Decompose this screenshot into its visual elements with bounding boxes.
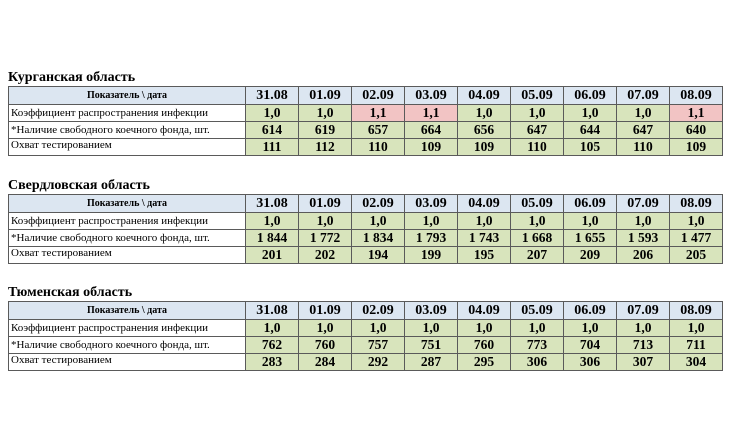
value-cell: 202 (299, 247, 352, 264)
date-header-cell: 03.09 (405, 302, 458, 320)
value-cell: 1 655 (564, 230, 617, 247)
value-cell: 1,0 (299, 105, 352, 122)
value-cell: 1,0 (299, 213, 352, 230)
value-cell-highlighted: 1,1 (352, 105, 405, 122)
table-row (9, 354, 723, 371)
value-cell: 1,0 (670, 320, 723, 337)
table-row (9, 230, 723, 247)
region-table (8, 301, 723, 371)
table-row (9, 213, 723, 230)
value-cell: 757 (352, 337, 405, 354)
value-cell: 711 (670, 337, 723, 354)
value-cell: 1,0 (299, 320, 352, 337)
date-header-cell: 08.09 (670, 195, 723, 213)
value-cell: 1,0 (564, 105, 617, 122)
region-section-2 (8, 285, 723, 371)
value-cell: 1,0 (458, 320, 511, 337)
region-title: Свердловская область (8, 178, 150, 193)
header-row (9, 195, 723, 213)
date-header-cell: 02.09 (352, 302, 405, 320)
value-cell: 194 (352, 247, 405, 264)
value-cell: 304 (670, 354, 723, 371)
date-header-cell: 31.08 (246, 195, 299, 213)
date-header-cell: 05.09 (511, 195, 564, 213)
value-cell: 1 593 (617, 230, 670, 247)
region-table (8, 194, 723, 264)
date-header-cell: 05.09 (511, 87, 564, 105)
date-header-cell: 06.09 (564, 195, 617, 213)
value-cell: 105 (564, 139, 617, 156)
date-header-cell: 04.09 (458, 195, 511, 213)
value-cell: 1,0 (617, 105, 670, 122)
value-cell: 195 (458, 247, 511, 264)
date-header-cell: 08.09 (670, 302, 723, 320)
value-cell: 283 (246, 354, 299, 371)
date-header-cell: 02.09 (352, 87, 405, 105)
value-cell: 1 743 (458, 230, 511, 247)
header-row (9, 87, 723, 105)
row-label-cell: Охват тестированием (9, 139, 246, 156)
region-table (8, 86, 723, 156)
value-cell: 1,0 (458, 213, 511, 230)
row-label-cell: Охват тестированием (9, 247, 246, 264)
value-cell: 1,0 (246, 105, 299, 122)
header-label-cell: Показатель \ дата (9, 87, 246, 105)
value-cell: 751 (405, 337, 458, 354)
value-cell: 109 (670, 139, 723, 156)
region-section-0 (8, 70, 723, 156)
date-header-cell: 31.08 (246, 87, 299, 105)
value-cell: 1,0 (564, 320, 617, 337)
value-cell: 760 (458, 337, 511, 354)
value-cell: 111 (246, 139, 299, 156)
value-cell: 640 (670, 122, 723, 139)
row-label-cell: *Наличие свободного коечного фонда, шт. (9, 122, 246, 139)
date-header-cell: 03.09 (405, 195, 458, 213)
date-header-cell: 06.09 (564, 302, 617, 320)
value-cell: 1,0 (564, 213, 617, 230)
region-title: Курганская область (8, 70, 136, 85)
date-header-cell: 02.09 (352, 195, 405, 213)
value-cell: 713 (617, 337, 670, 354)
date-header-cell: 07.09 (617, 87, 670, 105)
value-cell: 206 (617, 247, 670, 264)
value-cell: 1 793 (405, 230, 458, 247)
table-row (9, 337, 723, 354)
value-cell: 201 (246, 247, 299, 264)
value-cell: 762 (246, 337, 299, 354)
value-cell: 292 (352, 354, 405, 371)
value-cell: 284 (299, 354, 352, 371)
table-row (9, 320, 723, 337)
value-cell: 112 (299, 139, 352, 156)
row-label-cell: Охват тестированием (9, 354, 246, 371)
value-cell: 1,0 (511, 105, 564, 122)
date-header-cell: 05.09 (511, 302, 564, 320)
value-cell: 205 (670, 247, 723, 264)
value-cell: 657 (352, 122, 405, 139)
date-header-cell: 04.09 (458, 87, 511, 105)
row-label-cell: Коэффициент распространения инфекции (9, 105, 246, 122)
value-cell: 1 834 (352, 230, 405, 247)
value-cell: 1,0 (352, 213, 405, 230)
value-cell: 614 (246, 122, 299, 139)
region-section-1 (8, 178, 723, 264)
date-header-cell: 08.09 (670, 87, 723, 105)
date-header-cell: 07.09 (617, 195, 670, 213)
value-cell: 1,0 (246, 213, 299, 230)
value-cell: 1,0 (617, 320, 670, 337)
value-cell: 110 (511, 139, 564, 156)
header-row (9, 302, 723, 320)
date-header-cell: 01.09 (299, 195, 352, 213)
row-label-cell: Коэффициент распространения инфекции (9, 320, 246, 337)
value-cell: 1 668 (511, 230, 564, 247)
value-cell: 647 (511, 122, 564, 139)
value-cell: 109 (405, 139, 458, 156)
value-cell: 644 (564, 122, 617, 139)
value-cell: 1,0 (246, 320, 299, 337)
region-title: Тюменская область (8, 285, 133, 300)
date-header-cell: 01.09 (299, 87, 352, 105)
table-row (9, 139, 723, 156)
value-cell: 664 (405, 122, 458, 139)
date-header-cell: 03.09 (405, 87, 458, 105)
value-cell: 306 (511, 354, 564, 371)
value-cell: 619 (299, 122, 352, 139)
value-cell-highlighted: 1,1 (670, 105, 723, 122)
value-cell: 110 (617, 139, 670, 156)
header-label-cell: Показатель \ дата (9, 195, 246, 213)
value-cell: 1,0 (670, 213, 723, 230)
value-cell: 207 (511, 247, 564, 264)
value-cell: 656 (458, 122, 511, 139)
row-label-cell: *Наличие свободного коечного фонда, шт. (9, 230, 246, 247)
row-label-cell: Коэффициент распространения инфекции (9, 213, 246, 230)
table-row (9, 247, 723, 264)
value-cell: 647 (617, 122, 670, 139)
value-cell: 1,0 (405, 213, 458, 230)
table-row (9, 105, 723, 122)
table-row (9, 122, 723, 139)
value-cell: 1,0 (405, 320, 458, 337)
value-cell: 307 (617, 354, 670, 371)
date-header-cell: 04.09 (458, 302, 511, 320)
value-cell: 209 (564, 247, 617, 264)
value-cell: 704 (564, 337, 617, 354)
value-cell-highlighted: 1,1 (405, 105, 458, 122)
value-cell: 1,0 (511, 213, 564, 230)
value-cell: 199 (405, 247, 458, 264)
header-label-cell: Показатель \ дата (9, 302, 246, 320)
row-label-cell: *Наличие свободного коечного фонда, шт. (9, 337, 246, 354)
value-cell: 287 (405, 354, 458, 371)
value-cell: 110 (352, 139, 405, 156)
value-cell: 1,0 (511, 320, 564, 337)
value-cell: 1,0 (352, 320, 405, 337)
value-cell: 306 (564, 354, 617, 371)
value-cell: 1 772 (299, 230, 352, 247)
value-cell: 1 844 (246, 230, 299, 247)
date-header-cell: 31.08 (246, 302, 299, 320)
value-cell: 1 477 (670, 230, 723, 247)
date-header-cell: 01.09 (299, 302, 352, 320)
value-cell: 760 (299, 337, 352, 354)
value-cell: 773 (511, 337, 564, 354)
value-cell: 1,0 (617, 213, 670, 230)
value-cell: 1,0 (458, 105, 511, 122)
date-header-cell: 06.09 (564, 87, 617, 105)
value-cell: 109 (458, 139, 511, 156)
date-header-cell: 07.09 (617, 302, 670, 320)
value-cell: 295 (458, 354, 511, 371)
